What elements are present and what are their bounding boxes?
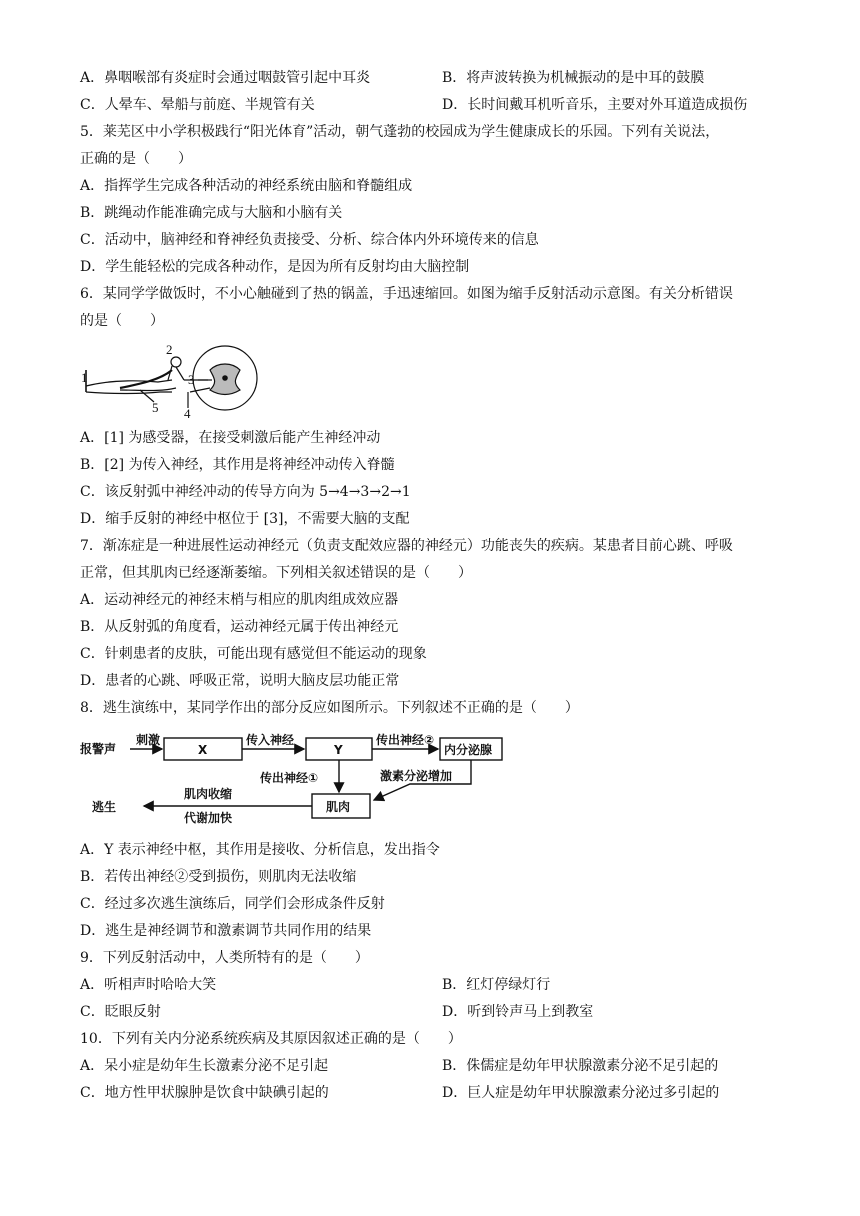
q6-stem-line1: 6．某同学学做饭时，不小心触碰到了热的锅盖，手迅速缩回。如图为缩手反射活动示意图。有关分析错误 bbox=[80, 286, 733, 302]
endocrine-label: 内分泌腺 bbox=[444, 743, 493, 757]
q5-option-b: B．跳绳动作能准确完成与大脑和小脑有关 bbox=[80, 205, 343, 221]
escape-reaction-diagram bbox=[80, 728, 520, 830]
q9-stem: 9．下列反射活动中，人类所特有的是（ ） bbox=[80, 950, 369, 966]
q7-stem-line1: 7．渐冻症是一种进展性运动神经元（负责支配效应器的神经元）功能丧失的疾病。某患者目前心跳、呼吸 bbox=[80, 538, 733, 554]
q7-option-b: B．从反射弧的角度看，运动神经元属于传出神经元 bbox=[80, 619, 399, 635]
q4-option-d: D．长时间戴耳机听音乐，主要对外耳道造成损伤 bbox=[442, 97, 748, 113]
q6-option-b: B．[2] 为传入神经，其作用是将神经冲动传入脊髓 bbox=[80, 457, 395, 473]
q10-option-d: D．巨人症是幼年甲状腺激素分泌过多引起的 bbox=[442, 1085, 720, 1101]
q7-option-c: C．针刺患者的皮肤，可能出现有感觉但不能运动的现象 bbox=[80, 646, 427, 662]
hormone-label: 激素分泌增加 bbox=[380, 769, 453, 783]
q9-option-a: A．听相声时哈哈大笑 bbox=[80, 977, 217, 993]
muscle-label: 肌肉 bbox=[326, 800, 351, 814]
y-label: Y bbox=[334, 743, 343, 757]
fig-label-4: 4 bbox=[184, 406, 191, 420]
q8-option-c: C．经过多次逃生演练后，同学们会形成条件反射 bbox=[80, 896, 385, 912]
q9-option-d: D．听到铃声马上到教室 bbox=[442, 1004, 594, 1020]
q6-option-a: A．[1] 为感受器，在接受刺激后能产生神经冲动 bbox=[80, 430, 381, 446]
fig-label-2: 2 bbox=[166, 342, 173, 357]
q10-option-c: C．地方性甲状腺肿是饮食中缺碘引起的 bbox=[80, 1085, 329, 1101]
reflex-arc-figure bbox=[80, 340, 270, 420]
q10-option-a: A．呆小症是幼年生长激素分泌不足引起 bbox=[80, 1058, 329, 1074]
efferent2-label: 传出神经② bbox=[376, 733, 435, 747]
q8-stem: 8．逃生演练中，某同学作出的部分反应如图所示。下列叙述不正确的是（ ） bbox=[80, 700, 579, 716]
q4-option-b: B．将声波转换为机械振动的是中耳的鼓膜 bbox=[442, 70, 705, 86]
q7-option-a: A．运动神经元的神经末梢与相应的肌肉组成效应器 bbox=[80, 592, 399, 608]
q8-option-b: B．若传出神经②受到损伤，则肌肉无法收缩 bbox=[80, 869, 357, 885]
q10-stem: 10．下列有关内分泌系统疾病及其原因叙述正确的是（ ） bbox=[80, 1031, 462, 1047]
q8-option-d: D．逃生是神经调节和激素调节共同作用的结果 bbox=[80, 923, 372, 939]
q7-option-d: D．患者的心跳、呼吸正常，说明大脑皮层功能正常 bbox=[80, 673, 400, 689]
afferent-label: 传入神经 bbox=[246, 733, 295, 747]
q9-option-b: B．红灯停绿灯行 bbox=[442, 977, 551, 993]
stimulus-label: 刺激 bbox=[136, 733, 161, 747]
contract-label-2: 代谢加快 bbox=[184, 811, 233, 825]
alarm-label: 报警声 bbox=[80, 742, 117, 756]
q5-stem-line2: 正确的是（ ） bbox=[80, 151, 192, 167]
fig-label-5: 5 bbox=[152, 400, 159, 415]
q5-option-c: C．活动中，脑神经和脊神经负责接受、分析、综合体内外环境传来的信息 bbox=[80, 232, 539, 248]
q6-stem-line2: 的是（ ） bbox=[80, 313, 164, 329]
q5-option-d: D．学生能轻松的完成各种动作，是因为所有反射均由大脑控制 bbox=[80, 259, 470, 275]
fig-label-1: 1 bbox=[81, 370, 88, 385]
efferent1-label: 传出神经① bbox=[260, 771, 319, 785]
q10-option-b: B．侏儒症是幼年甲状腺激素分泌不足引起的 bbox=[442, 1058, 719, 1074]
q6-option-d: D．缩手反射的神经中枢位于 [3]，不需要大脑的支配 bbox=[80, 511, 410, 527]
x-label: X bbox=[198, 743, 208, 757]
q4-option-c: C．人晕车、晕船与前庭、半规管有关 bbox=[80, 97, 315, 113]
fig-label-3: 3 bbox=[188, 372, 195, 387]
escape-label: 逃生 bbox=[92, 800, 117, 814]
contract-label-1: 肌肉收缩 bbox=[184, 787, 233, 801]
q4-option-a: A．鼻咽喉部有炎症时会通过咽鼓管引起中耳炎 bbox=[80, 70, 371, 86]
q5-option-a: A．指挥学生完成各种活动的神经系统由脑和脊髓组成 bbox=[80, 178, 413, 194]
q9-option-c: C．眨眼反射 bbox=[80, 1004, 161, 1020]
q6-option-c: C．该反射弧中神经冲动的传导方向为 5→4→3→2→1 bbox=[80, 484, 411, 500]
q5-stem-line1: 5．莱芜区中小学积极践行“阳光体育”活动，朝气蓬勃的校园成为学生健康成长的乐园。下列有关说法， bbox=[80, 124, 720, 140]
q8-option-a: A．Y 表示神经中枢，其作用是接收、分析信息，发出指令 bbox=[80, 842, 440, 858]
q7-stem-line2: 正常，但其肌肉已经逐渐萎缩。下列相关叙述错误的是（ ） bbox=[80, 565, 472, 581]
